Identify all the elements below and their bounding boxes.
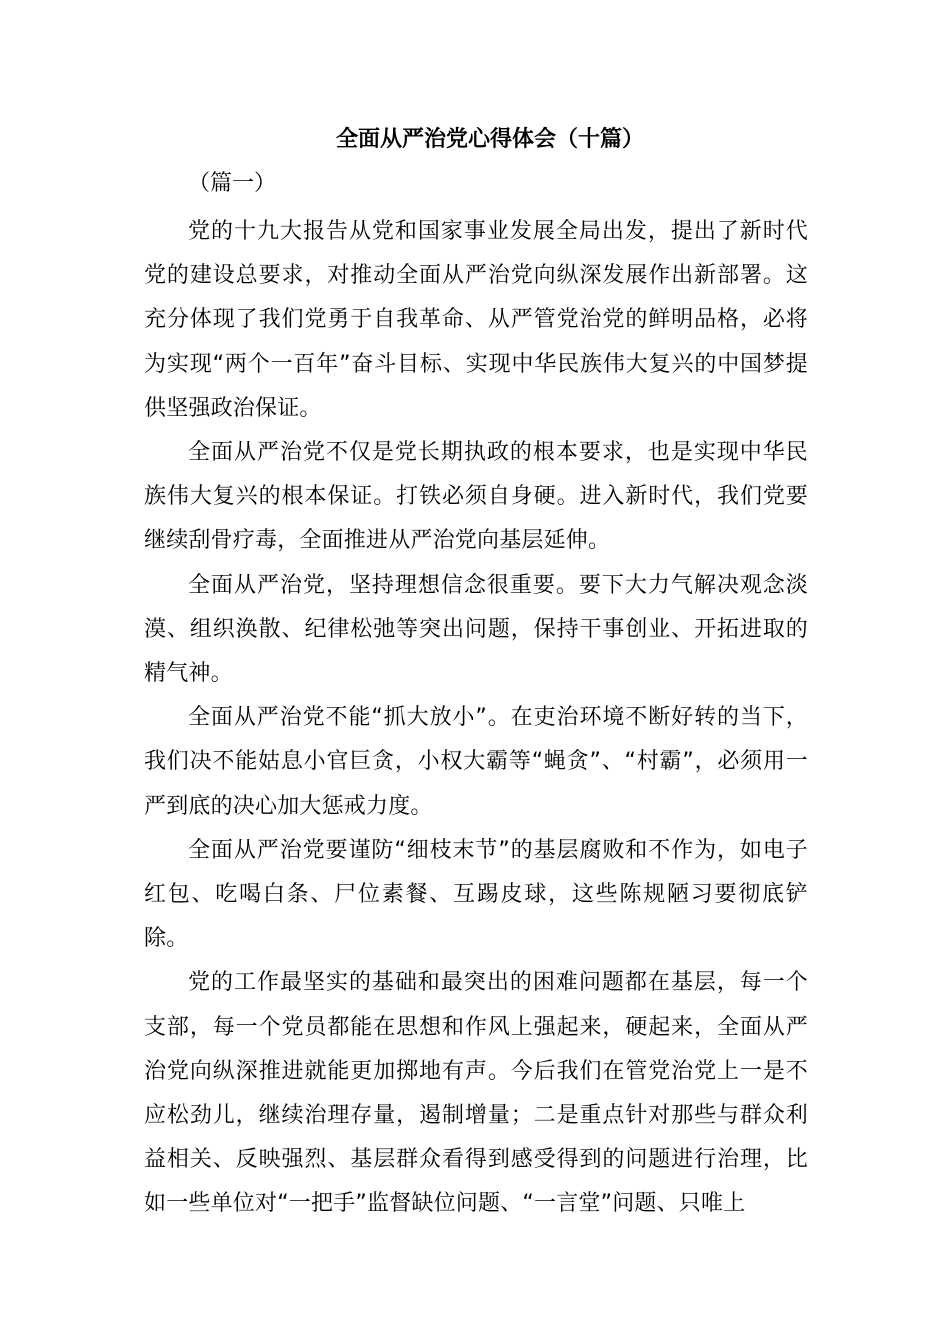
paragraph: 全面从严治党要谨防“细枝末节”的基层腐败和不作为，如电子红包、吃喝白条、尸位素餐、互踢皮球，这些陈规陋习要彻底铲除。 bbox=[144, 837, 808, 952]
paragraph: 党的工作最坚实的基础和最突出的困难问题都在基层，每一个支部，每一个党员都能在思想和作风上强起来，硬起来，全面从严治党向纵深推进就能更加掷地有声。今后我们在管党治党上一是不应松劲儿，继续治理存量，遏制增量；二是重点针对那些与群众利益相关、反映强烈、基层群众看得到感受得到的问题进行治理，比如一些单位对“一把手”监督缺位问题、“一言堂”问题、只唯上 bbox=[144, 970, 808, 1217]
section-label: （篇一） bbox=[188, 171, 277, 196]
paragraph: 全面从严治党，坚持理想信念很重要。要下大力气解决观念淡漠、组织涣散、纪律松弛等突出问题，保持干事创业、开拓进取的精气神。 bbox=[144, 572, 808, 687]
document-body bbox=[144, 210, 808, 1227]
paragraph: 全面从严治党不能“抓大放小”。在吏治环境不断好转的当下，我们决不能姑息小官巨贪，小权大霸等“蝇贪”、“村霸”，必须用一严到底的决心加大惩戒力度。 bbox=[144, 705, 808, 819]
document-title: 全面从严治党心得体会（十篇） bbox=[335, 127, 644, 152]
paragraph: 党的十九大报告从党和国家事业发展全局出发，提出了新时代党的建设总要求，对推动全面从严治党向纵深发展作出新部署。这充分体现了我们党勇于自我革命、从严管党治党的鲜明品格，必将为实现“两个一百年”奋斗目标、实现中华民族伟大复兴的中国梦提供坚强政治保证。 bbox=[144, 219, 808, 421]
paragraph: 全面从严治党不仅是党长期执政的根本要求，也是实现中华民族伟大复兴的根本保证。打铁必须自身硬。进入新时代，我们党要继续刮骨疗毒，全面推进从严治党向基层延伸。 bbox=[144, 440, 808, 554]
